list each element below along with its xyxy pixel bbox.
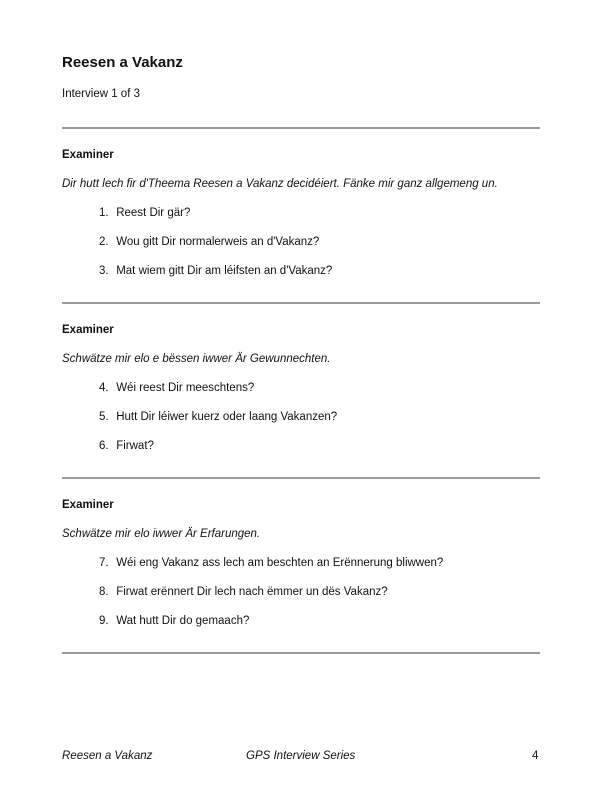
question-list — [62, 381, 542, 453]
section-intro: Dir hutt lech fir d'Theema Reesen a Vakanz decidéiert. Fänke mir ganz allgemeng un. — [62, 178, 498, 190]
question-text: Firwat erënnert Dir lech nach ëmmer un dës Vakanz? — [116, 586, 388, 598]
footer-document-title: Reesen a Vakanz — [62, 750, 153, 762]
question-number: 3. — [99, 265, 109, 277]
question-text: Wou gitt Dir normalerweis an d'Vakanz? — [116, 236, 320, 248]
question-item — [62, 206, 542, 220]
speaker-label: Examiner — [62, 324, 114, 336]
question-item — [62, 264, 542, 278]
question-number: 2. — [99, 236, 109, 248]
question-item — [62, 614, 542, 628]
footer-page-number: 4 — [532, 750, 539, 762]
question-list — [62, 556, 542, 628]
footer-series-name: GPS Interview Series — [246, 750, 356, 762]
question-number: 5. — [99, 411, 109, 423]
question-item — [62, 410, 542, 424]
question-number: 6. — [99, 440, 109, 452]
section-divider — [62, 302, 540, 304]
question-text: Wéi reest Dir meeschtens? — [116, 382, 255, 394]
question-number: 7. — [99, 557, 109, 569]
question-item — [62, 235, 542, 249]
question-text: Firwat? — [116, 440, 154, 452]
question-item — [62, 585, 542, 599]
question-text: Reest Dir gär? — [116, 207, 191, 219]
interview-section-1 — [62, 148, 542, 278]
interview-section-2 — [62, 323, 542, 453]
question-list — [62, 206, 542, 278]
question-item — [62, 439, 542, 453]
section-divider — [62, 127, 540, 129]
question-text: Wat hutt Dir do gemaach? — [116, 615, 250, 627]
question-item — [62, 556, 542, 570]
speaker-label: Examiner — [62, 499, 114, 511]
question-number: 4. — [99, 382, 109, 394]
question-number: 8. — [99, 586, 109, 598]
speaker-label: Examiner — [62, 149, 114, 161]
interview-section-3 — [62, 498, 542, 628]
question-number: 1. — [99, 207, 109, 219]
question-text: Mat wiem gitt Dir am léifsten an d'Vakanz? — [116, 265, 333, 277]
question-text: Wéi eng Vakanz ass lech am beschten an Erënnerung bliwwen? — [116, 557, 444, 569]
question-item — [62, 381, 542, 395]
document-title: Reesen a Vakanz — [62, 54, 183, 71]
question-number: 9. — [99, 615, 109, 627]
section-intro: Schwätze mir elo iwwer Är Erfarungen. — [62, 528, 261, 540]
question-text: Hutt Dir léiwer kuerz oder laang Vakanzen? — [116, 411, 338, 423]
section-intro: Schwätze mir elo e bëssen iwwer Är Gewunnechten. — [62, 353, 331, 365]
section-divider — [62, 477, 540, 479]
document-subtitle: Interview 1 of 3 — [62, 88, 140, 100]
section-divider — [62, 652, 540, 654]
